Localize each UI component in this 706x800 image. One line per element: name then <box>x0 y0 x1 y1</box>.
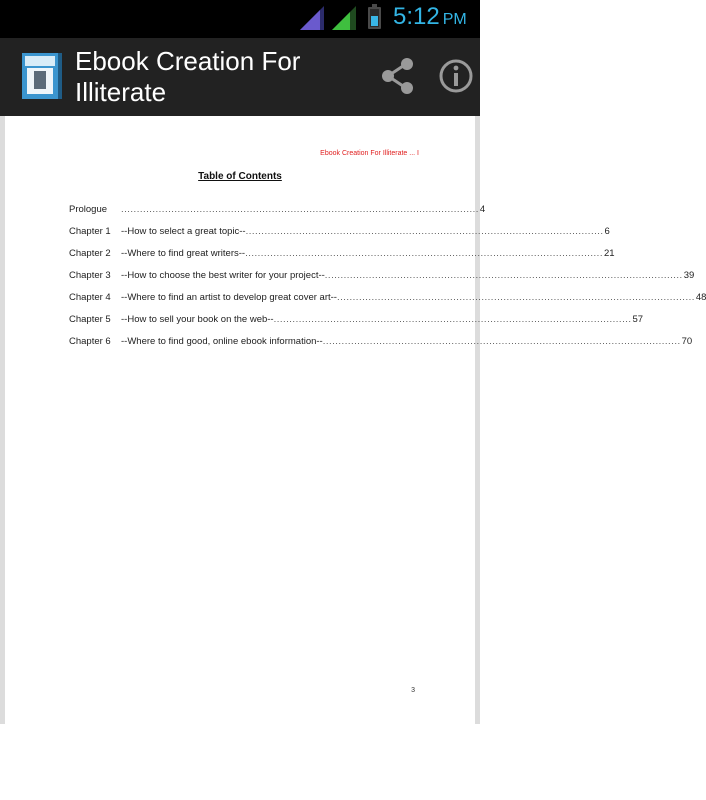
toc-entry[interactable]: Prologue .................................................................................................................. 4 <box>69 204 486 215</box>
app-title: Ebook Creation For Illiterate <box>75 46 301 107</box>
blank-area <box>0 724 480 800</box>
info-icon[interactable] <box>438 58 474 94</box>
wifi-signal-icon <box>298 6 324 30</box>
toc-entry[interactable]: Chapter 5 --How to sell your book on the web-- .................................................................................................................. 57 <box>69 314 644 325</box>
document-page <box>5 116 706 724</box>
toc-title: Table of Contents <box>198 171 282 182</box>
toc-entry[interactable]: Chapter 3 --How to choose the best writer for your project-- .................................................................................................................. 39 <box>69 270 695 281</box>
share-icon[interactable] <box>378 56 418 96</box>
table-of-contents <box>69 204 706 358</box>
toc-entry[interactable]: Chapter 6 --Where to find good, online ebook information-- .................................................................................................................. 70 <box>69 336 693 347</box>
toc-entry[interactable]: Chapter 4 --Where to find an artist to develop great cover art-- .................................................................................................................. 48 <box>69 292 706 303</box>
clock: 5:12 PM <box>393 3 467 30</box>
cellular-signal-icon <box>330 6 356 30</box>
app-book-cover-icon[interactable] <box>18 51 63 101</box>
document-viewer[interactable] <box>0 116 706 724</box>
page-header: Ebook Creation For Illiterate ... I <box>320 150 419 157</box>
page-number: 3 <box>411 687 415 694</box>
toc-entry[interactable]: Chapter 1 --How to select a great topic-- .................................................................................................................. 6 <box>69 226 610 237</box>
battery-icon <box>368 7 381 29</box>
toc-entry[interactable]: Chapter 2 --Where to find great writers-- .................................................................................................................. 21 <box>69 248 615 259</box>
action-bar <box>0 38 480 116</box>
status-bar <box>0 0 480 38</box>
